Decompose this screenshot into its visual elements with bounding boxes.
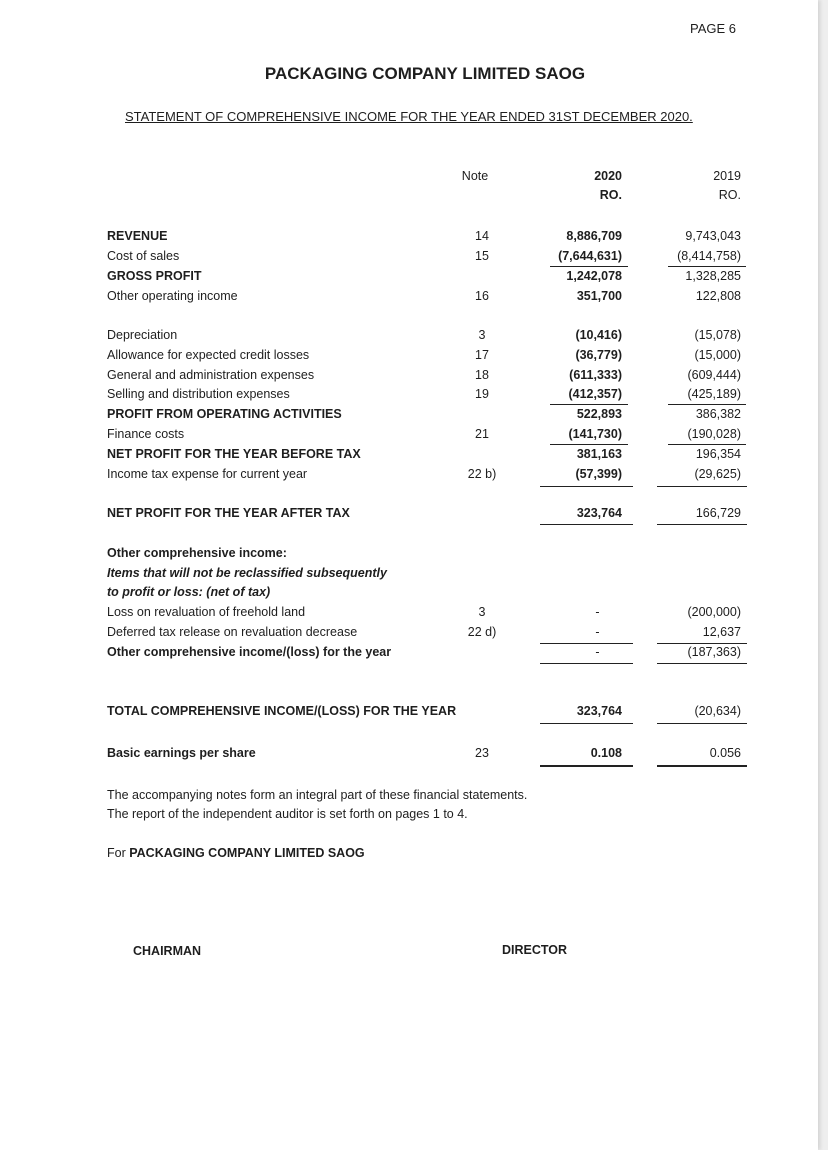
row-label: NET PROFIT FOR THE YEAR BEFORE TAX: [107, 447, 361, 461]
row-note: 3: [478, 328, 486, 342]
row-label: Other operating income: [107, 289, 238, 303]
total-rule: [540, 723, 633, 724]
oci-subheading: Items that will not be reclassified subsequently: [107, 566, 387, 580]
total-value-2019: (20,634): [694, 704, 741, 718]
row-label: General and administration expenses: [107, 368, 315, 382]
row-note: 16: [475, 289, 489, 303]
row-note: 14: [475, 229, 489, 243]
company-title: PACKAGING COMPANY LIMITED SAOG: [264, 64, 586, 83]
row-label: GROSS PROFIT: [107, 269, 202, 283]
row-value-2019: 1,328,285: [685, 269, 741, 283]
subtotal-rule: [550, 444, 628, 445]
row-label: Income tax expense for current year: [107, 467, 308, 481]
row-value-2020: 1,242,078: [566, 269, 622, 283]
subtotal-rule: [540, 486, 633, 487]
row-value-2020: (412,357): [568, 387, 622, 401]
for-prefix: For: [107, 846, 126, 860]
row-label: Selling and distribution expenses: [107, 387, 290, 401]
subtotal-rule: [657, 486, 747, 487]
subtotal-rule: [657, 643, 747, 644]
row-value-2020: 351,700: [576, 289, 622, 303]
row-value-2020: -: [595, 645, 600, 659]
total-rule: [657, 723, 747, 724]
subtotal-rule: [550, 404, 628, 405]
footnote: The report of the independent auditor is set forth on pages 1 to 4.: [107, 807, 468, 821]
eps-value-2019: 0.056: [709, 746, 741, 760]
row-value-2019: (190,028): [687, 427, 741, 441]
year-2019-header: 2019: [713, 169, 741, 183]
row-value-2020: 8,886,709: [566, 229, 622, 243]
row-note: 15: [475, 249, 489, 263]
subtotal-rule: [550, 266, 628, 267]
oci-heading: Other comprehensive income:: [107, 546, 287, 560]
subtotal-rule: [657, 663, 747, 664]
row-value-2020: (57,399): [575, 467, 622, 481]
row-note: 22 d): [467, 625, 497, 639]
row-value-2019: 386,382: [695, 407, 741, 421]
row-value-2019: 196,354: [695, 447, 741, 461]
row-value-2020: (7,644,631): [558, 249, 622, 263]
total-rule: [657, 765, 747, 767]
row-value-2019: (425,189): [687, 387, 741, 401]
note-column-header: Note: [461, 169, 489, 183]
row-label: Deferred tax release on revaluation decrease: [107, 625, 358, 639]
currency-2020-header: RO.: [599, 188, 622, 202]
row-value-2019: (29,625): [694, 467, 741, 481]
row-value-2020: 381,163: [576, 447, 622, 461]
total-rule: [657, 524, 747, 525]
row-note: 18: [475, 368, 489, 382]
chairman-signature-label: CHAIRMAN: [133, 944, 202, 958]
row-value-2019: (8,414,758): [677, 249, 741, 263]
row-value-2019: (200,000): [687, 605, 741, 619]
row-label: Cost of sales: [107, 249, 180, 263]
row-note: 3: [478, 605, 486, 619]
row-note: 19: [475, 387, 489, 401]
row-label: Finance costs: [107, 427, 185, 441]
row-value-2020: -: [595, 625, 600, 639]
currency-2019-header: RO.: [718, 188, 741, 202]
row-value-2020: -: [595, 605, 600, 619]
row-value-2019: (15,078): [694, 328, 741, 342]
row-value-2020: (36,779): [575, 348, 622, 362]
subtotal-rule: [668, 444, 746, 445]
row-value-2019: (609,444): [687, 368, 741, 382]
oci-subheading: to profit or loss: (net of tax): [107, 585, 271, 599]
row-label: Other comprehensive income/(loss) for the year: [107, 645, 392, 659]
row-value-2020: 522,893: [576, 407, 622, 421]
row-note: 21: [475, 427, 489, 441]
for-company-line: [107, 846, 365, 861]
page-number: PAGE 6: [690, 21, 737, 36]
subtotal-rule: [668, 404, 746, 405]
eps-label: Basic earnings per share: [107, 746, 256, 760]
row-note: 22 b): [467, 467, 497, 481]
statement-title: STATEMENT OF COMPREHENSIVE INCOME FOR THE YEAR ENDED 31ST DECEMBER 2020.: [125, 109, 693, 124]
for-company: PACKAGING COMPANY LIMITED SAOG: [129, 846, 365, 860]
row-value-2020: (611,333): [569, 368, 622, 382]
row-label: REVENUE: [107, 229, 168, 243]
row-label: Loss on revaluation of freehold land: [107, 605, 306, 619]
row-value-2019: 122,808: [695, 289, 741, 303]
director-signature-label: DIRECTOR: [502, 943, 568, 957]
total-value-2020: 323,764: [576, 704, 622, 718]
row-label: Allowance for expected credit losses: [107, 348, 310, 362]
total-rule: [540, 524, 633, 525]
row-label: NET PROFIT FOR THE YEAR AFTER TAX: [107, 506, 350, 520]
row-value-2019: 9,743,043: [685, 229, 741, 243]
row-value-2020: 323,764: [576, 506, 622, 520]
row-value-2019: (15,000): [694, 348, 741, 362]
total-rule: [540, 765, 633, 767]
eps-note: 23: [475, 746, 489, 760]
footnote: The accompanying notes form an integral part of these financial statements.: [107, 788, 528, 802]
row-value-2019: (187,363): [687, 645, 741, 659]
row-label: PROFIT FROM OPERATING ACTIVITIES: [107, 407, 342, 421]
row-label: Depreciation: [107, 328, 178, 342]
total-label: TOTAL COMPREHENSIVE INCOME/(LOSS) FOR THE YEAR: [107, 704, 457, 718]
eps-value-2020: 0.108: [590, 746, 622, 760]
row-value-2019: 166,729: [695, 506, 741, 520]
year-2020-header: 2020: [594, 169, 622, 183]
subtotal-rule: [540, 643, 633, 644]
row-value-2020: (141,730): [568, 427, 622, 441]
row-note: 17: [475, 348, 489, 362]
subtotal-rule: [668, 266, 746, 267]
row-value-2019: 12,637: [702, 625, 741, 639]
row-value-2020: (10,416): [575, 328, 622, 342]
subtotal-rule: [540, 663, 633, 664]
